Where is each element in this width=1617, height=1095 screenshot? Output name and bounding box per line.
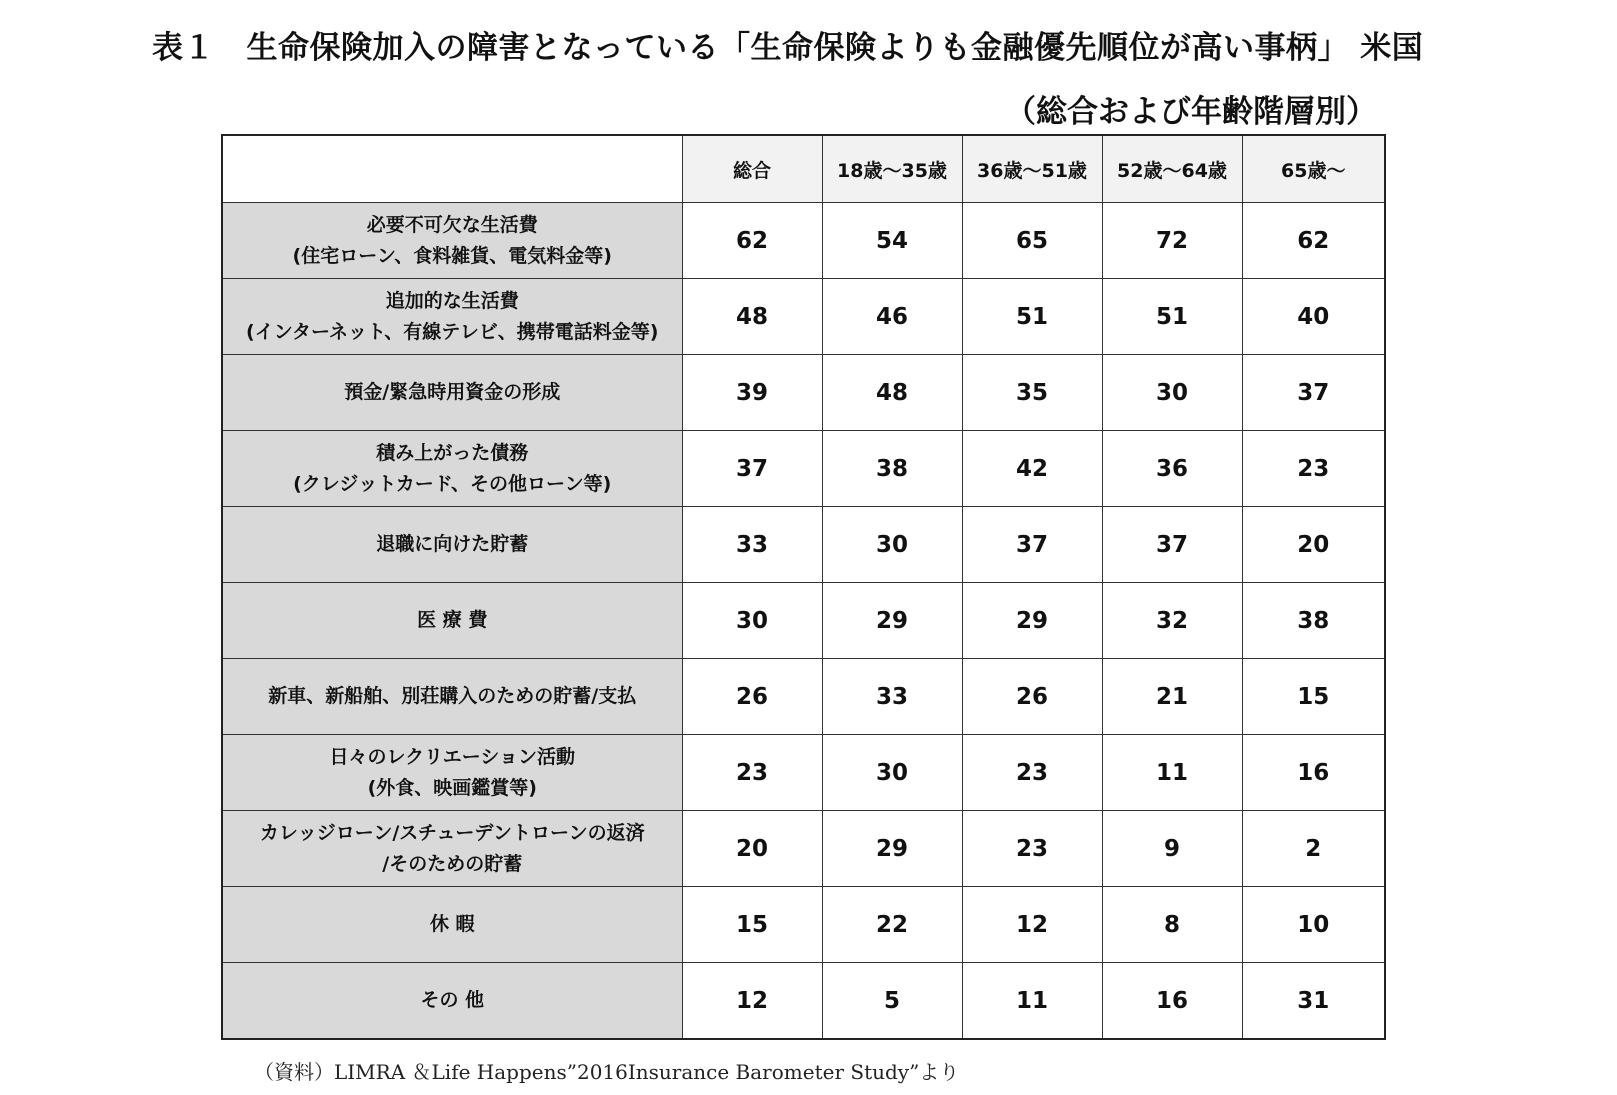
row-label-line: /そのための貯蓄 xyxy=(382,852,523,875)
row-label-line: カレッジローン/スチューデントローンの返済 xyxy=(259,821,645,844)
row-label-line: 退職に向けた貯蓄 xyxy=(376,533,529,555)
row-label xyxy=(222,431,682,507)
value-cell: 72 xyxy=(1102,203,1242,279)
row-label-line: 医 療 費 xyxy=(417,609,488,631)
value-cell: 15 xyxy=(1242,659,1385,735)
value-cell: 33 xyxy=(682,507,822,583)
header-row xyxy=(222,135,1385,203)
value-cell: 51 xyxy=(1102,279,1242,355)
value-cell: 23 xyxy=(682,735,822,811)
value-cell: 12 xyxy=(962,887,1102,963)
value-cell: 23 xyxy=(962,811,1102,887)
row-label xyxy=(222,659,682,735)
row-label xyxy=(222,507,682,583)
value-cell: 9 xyxy=(1102,811,1242,887)
row-label xyxy=(222,203,682,279)
value-cell: 37 xyxy=(1242,355,1385,431)
table-row xyxy=(222,279,1385,355)
row-label xyxy=(222,279,682,355)
row-label-line: 日々のレクリエーション活動 xyxy=(329,745,575,768)
value-cell: 21 xyxy=(1102,659,1242,735)
table-row xyxy=(222,811,1385,887)
value-cell: 16 xyxy=(1102,963,1242,1040)
table-row xyxy=(222,355,1385,431)
value-cell: 23 xyxy=(962,735,1102,811)
table-row xyxy=(222,431,1385,507)
value-cell: 16 xyxy=(1242,735,1385,811)
table-title: 表１ 生命保険加入の障害となっている「生命保険よりも金融優先順位が高い事柄」 米国 xyxy=(152,30,1424,66)
value-cell: 30 xyxy=(1102,355,1242,431)
value-cell: 26 xyxy=(962,659,1102,735)
column-header: 65歳～ xyxy=(1242,135,1385,203)
value-cell: 37 xyxy=(682,431,822,507)
table-row xyxy=(222,735,1385,811)
value-cell: 5 xyxy=(822,963,962,1040)
row-label-line: 新車、新船舶、別荘購入のための貯蓄/支払 xyxy=(268,685,637,707)
value-cell: 62 xyxy=(682,203,822,279)
value-cell: 33 xyxy=(822,659,962,735)
table-row xyxy=(222,203,1385,279)
value-cell: 36 xyxy=(1102,431,1242,507)
value-cell: 26 xyxy=(682,659,822,735)
value-cell: 20 xyxy=(1242,507,1385,583)
column-header: 36歳～51歳 xyxy=(962,135,1102,203)
value-cell: 30 xyxy=(822,507,962,583)
row-label xyxy=(222,963,682,1040)
table-row xyxy=(222,659,1385,735)
value-cell: 51 xyxy=(962,279,1102,355)
corner-cell xyxy=(222,135,682,203)
value-cell: 22 xyxy=(822,887,962,963)
value-cell: 11 xyxy=(1102,735,1242,811)
value-cell: 29 xyxy=(822,583,962,659)
value-cell: 10 xyxy=(1242,887,1385,963)
row-label-line: 必要不可欠な生活費 xyxy=(366,213,538,236)
row-label xyxy=(222,887,682,963)
row-label xyxy=(222,583,682,659)
value-cell: 65 xyxy=(962,203,1102,279)
row-label xyxy=(222,735,682,811)
value-cell: 38 xyxy=(822,431,962,507)
value-cell: 38 xyxy=(1242,583,1385,659)
value-cell: 29 xyxy=(822,811,962,887)
data-table xyxy=(221,134,1386,1040)
value-cell: 48 xyxy=(682,279,822,355)
value-cell: 46 xyxy=(822,279,962,355)
table-row xyxy=(222,507,1385,583)
value-cell: 12 xyxy=(682,963,822,1040)
row-label-line: (クレジットカード、その他ローン等) xyxy=(293,472,612,495)
table-row xyxy=(222,887,1385,963)
table-subtitle: （総合および年齢階層別） xyxy=(1005,94,1377,130)
value-cell: 23 xyxy=(1242,431,1385,507)
row-label-line: 積み上がった債務 xyxy=(376,441,529,464)
value-cell: 20 xyxy=(682,811,822,887)
value-cell: 42 xyxy=(962,431,1102,507)
value-cell: 11 xyxy=(962,963,1102,1040)
value-cell: 29 xyxy=(962,583,1102,659)
value-cell: 15 xyxy=(682,887,822,963)
row-label xyxy=(222,811,682,887)
value-cell: 54 xyxy=(822,203,962,279)
value-cell: 8 xyxy=(1102,887,1242,963)
source-note: （資料）LIMRA ＆Life Happens”2016Insurance Barometer Study”より xyxy=(254,1060,960,1084)
value-cell: 39 xyxy=(682,355,822,431)
row-label xyxy=(222,355,682,431)
value-cell: 30 xyxy=(682,583,822,659)
value-cell: 30 xyxy=(822,735,962,811)
table-body xyxy=(222,203,1385,1040)
value-cell: 31 xyxy=(1242,963,1385,1040)
row-label-line: 追加的な生活費 xyxy=(385,289,519,312)
row-label-line: 預金/緊急時用資金の形成 xyxy=(344,381,561,403)
row-label-line: (インターネット、有線テレビ、携帯電話料金等) xyxy=(246,320,659,343)
value-cell: 40 xyxy=(1242,279,1385,355)
value-cell: 37 xyxy=(962,507,1102,583)
value-cell: 48 xyxy=(822,355,962,431)
value-cell: 37 xyxy=(1102,507,1242,583)
value-cell: 35 xyxy=(962,355,1102,431)
table-row xyxy=(222,963,1385,1040)
column-header: 総合 xyxy=(682,135,822,203)
row-label-line: (住宅ローン、食料雑貨、電気料金等) xyxy=(292,244,612,267)
column-header: 18歳～35歳 xyxy=(822,135,962,203)
value-cell: 2 xyxy=(1242,811,1385,887)
value-cell: 32 xyxy=(1102,583,1242,659)
row-label-line: (外食、映画鑑賞等) xyxy=(367,776,537,799)
value-cell: 62 xyxy=(1242,203,1385,279)
row-label-line: 休 暇 xyxy=(429,913,475,935)
row-label-line: その 他 xyxy=(420,989,485,1011)
column-header: 52歳～64歳 xyxy=(1102,135,1242,203)
table-row xyxy=(222,583,1385,659)
